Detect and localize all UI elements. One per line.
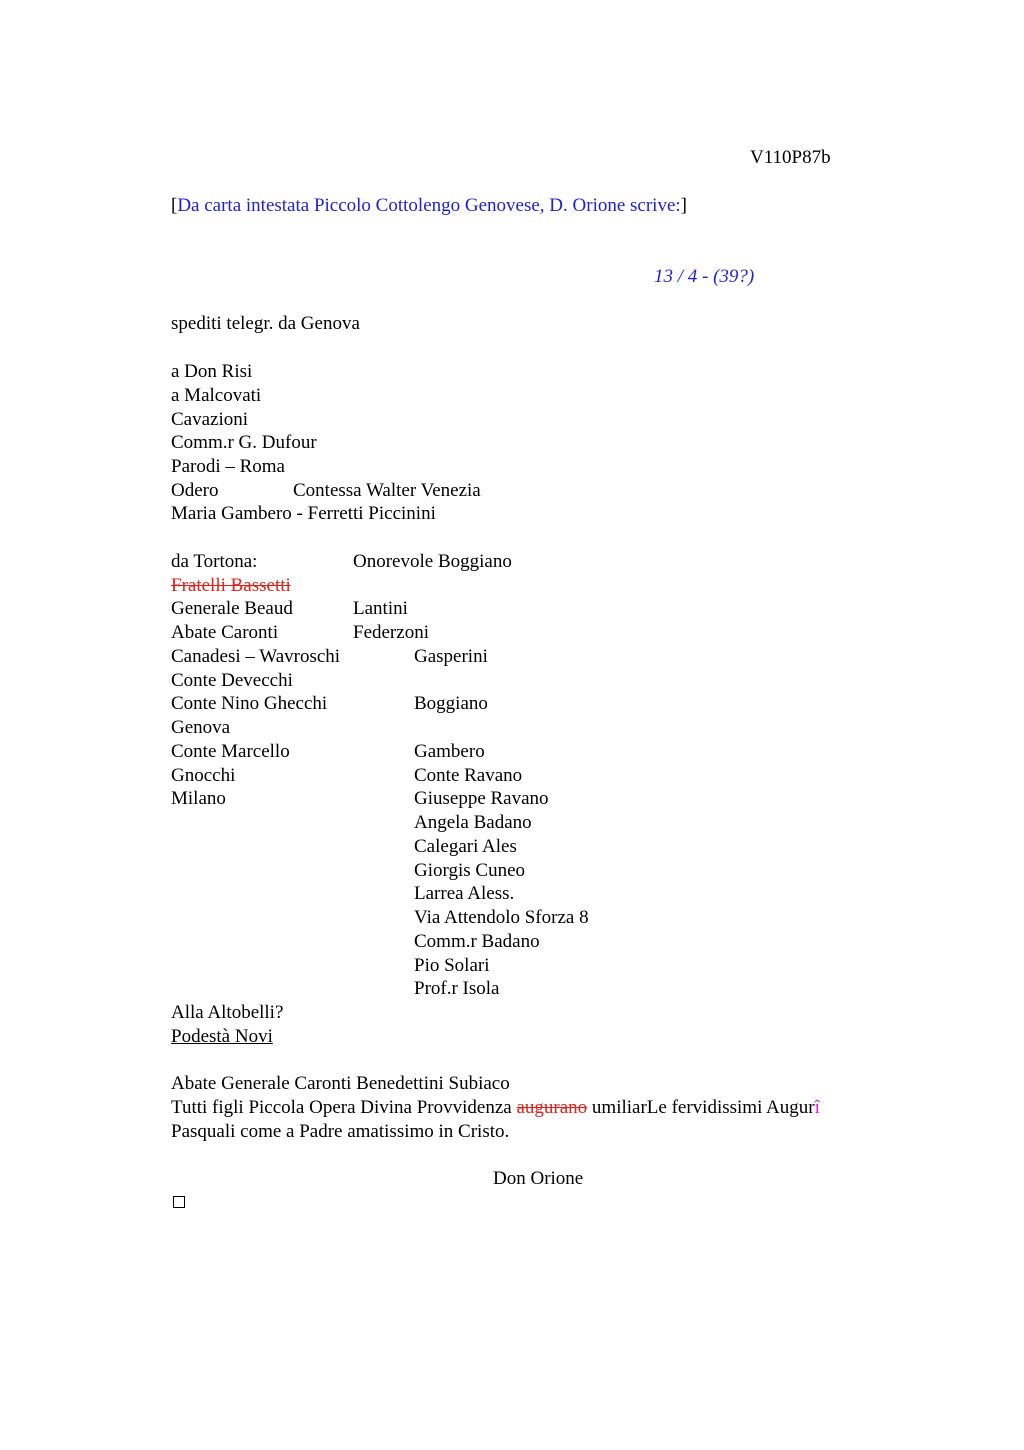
bracket-open: [ bbox=[171, 195, 178, 216]
list-item: Giorgis Cuneo bbox=[414, 860, 526, 881]
list-item: Abate Caronti bbox=[171, 622, 279, 643]
list-item: Conte Devecchi bbox=[171, 670, 293, 691]
list-item: Conte Nino Ghecchi bbox=[171, 693, 328, 714]
list-item: Contessa Walter Venezia bbox=[293, 480, 481, 501]
message-text: Tutti figli Piccola Opera Divina Provvidenza bbox=[171, 1097, 517, 1118]
tortona-label: da Tortona: bbox=[171, 551, 258, 572]
list-item: Federzoni bbox=[353, 622, 429, 643]
list-item: Maria Gambero - Ferretti Piccinini bbox=[171, 503, 436, 524]
list-item: Larrea Aless. bbox=[414, 883, 515, 904]
list-item: Parodi – Roma bbox=[171, 456, 285, 477]
list-item: Conte Marcello bbox=[171, 741, 290, 762]
list-item: Gasperini bbox=[414, 646, 488, 667]
struck-entry: Fratelli Bassetti bbox=[171, 575, 291, 596]
list-item: Canadesi – Wavroschi bbox=[171, 646, 341, 667]
list-item: Milano bbox=[171, 788, 226, 809]
list-item: a Don Risi bbox=[171, 361, 253, 382]
podesta-line: Podestà Novi bbox=[171, 1026, 273, 1047]
list-item: Lantini bbox=[353, 598, 408, 619]
list-item: Angela Badano bbox=[414, 812, 532, 833]
message-line-3: Pasquali come a Padre amatissimo in Cristo. bbox=[171, 1121, 510, 1142]
header-note-text: Da carta intestata Piccolo Cottolengo Genovese, D. Orione scrive: bbox=[177, 195, 681, 216]
bracket-close: ] bbox=[680, 195, 687, 216]
list-item: Gambero bbox=[414, 741, 485, 762]
list-item: Gnocchi bbox=[171, 765, 236, 786]
editorial-header-note bbox=[171, 194, 687, 218]
message-line-1: Abate Generale Caronti Benedettini Subiaco bbox=[171, 1073, 510, 1094]
list-item: Cavazioni bbox=[171, 409, 249, 430]
list-item: Genova bbox=[171, 717, 231, 738]
list-item: Generale Beaud bbox=[171, 598, 293, 619]
list-item: Onorevole Boggiano bbox=[353, 551, 512, 572]
list-item: Comm.r G. Dufour bbox=[171, 432, 317, 453]
list-item: Conte Ravano bbox=[414, 765, 523, 786]
intro-line: spediti telegr. da Genova bbox=[171, 313, 360, 334]
list-item: Prof.r Isola bbox=[414, 978, 500, 999]
list-item: Comm.r Badano bbox=[414, 931, 540, 952]
list-item: Pio Solari bbox=[414, 955, 490, 976]
list-item: Via Attendolo Sforza 8 bbox=[414, 907, 589, 928]
letter-date: 13 / 4 - (39?) bbox=[654, 266, 755, 287]
list-item: Giuseppe Ravano bbox=[414, 788, 549, 809]
empty-box-icon bbox=[173, 1196, 185, 1208]
list-item: Boggiano bbox=[414, 693, 488, 714]
altobelli-line: Alla Altobelli? bbox=[171, 1002, 284, 1023]
message-text: umiliarLe fervidissimi Augur bbox=[587, 1097, 815, 1118]
document-id: V110P87b bbox=[750, 147, 831, 168]
struck-word: augurano bbox=[516, 1097, 588, 1118]
signature: Don Orione bbox=[493, 1168, 584, 1189]
list-item: Odero bbox=[171, 480, 219, 501]
list-item: a Malcovati bbox=[171, 385, 262, 406]
insertion-mark: î bbox=[814, 1097, 820, 1118]
list-item: Calegari Ales bbox=[414, 836, 517, 857]
message-line-2 bbox=[171, 1096, 820, 1120]
